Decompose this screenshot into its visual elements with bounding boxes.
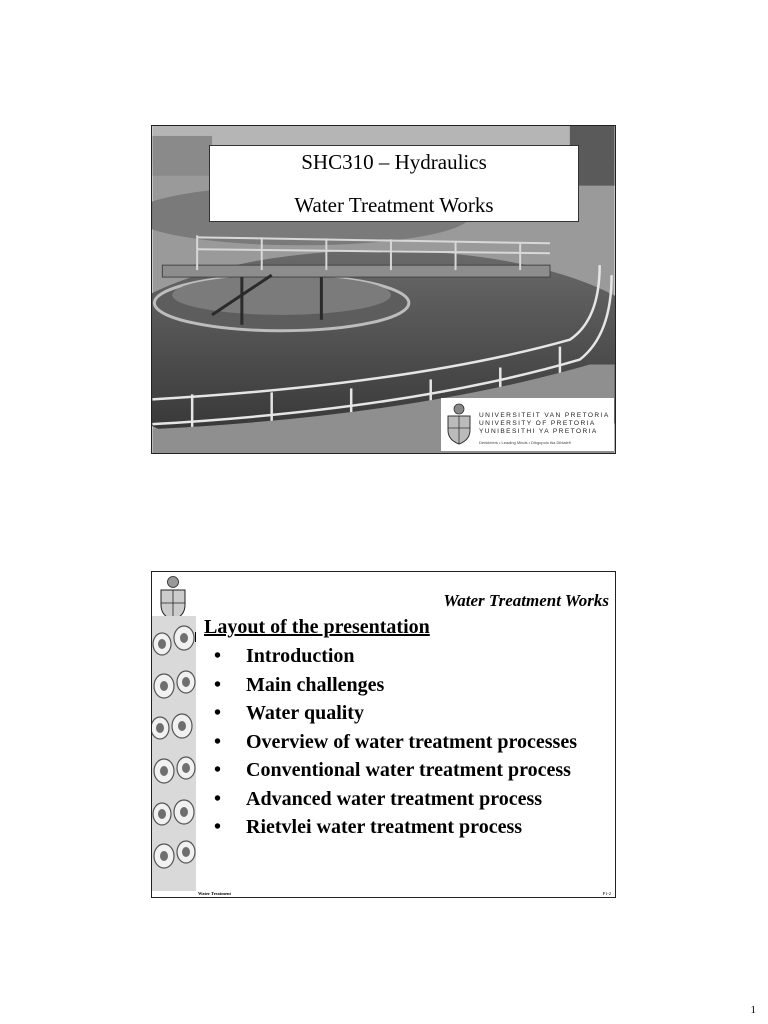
title-box: [209, 145, 579, 222]
list-item: • Advanced water treatment process: [204, 788, 614, 811]
list-item: • Main challenges: [204, 674, 614, 697]
slide-heading: Layout of the presentation: [204, 616, 430, 638]
slide-footer-label: Water Treatment: [198, 891, 232, 896]
title-slide: [151, 125, 616, 454]
divider: [195, 632, 196, 642]
page-number: 1: [750, 1004, 756, 1016]
university-name-sepedi: YUNIBESITHI YA PRETORIA: [479, 428, 598, 435]
content-slide: [151, 571, 616, 898]
slide-header: Water Treatment Works: [443, 591, 609, 610]
university-tagline: Denkleiers • Leading Minds • Dikgopolo tša Dihlalefi: [479, 440, 571, 445]
list-item: • Introduction: [204, 645, 614, 668]
bullet-list: [204, 645, 614, 845]
university-name-english: UNIVERSITY OF PRETORIA: [479, 420, 596, 427]
pipes-image: [152, 616, 196, 891]
list-item: • Water quality: [204, 702, 614, 725]
university-logo: [441, 398, 614, 451]
presentation-title: Water Treatment Works: [294, 193, 494, 217]
list-item: • Overview of water treatment processes: [204, 731, 614, 754]
list-item: • Rietvlei water treatment process: [204, 816, 614, 839]
course-title: SHC310 – Hydraulics: [301, 150, 487, 174]
university-crest-icon: [445, 402, 473, 446]
list-item: • Conventional water treatment process: [204, 759, 614, 782]
slide-number: P1-2: [602, 891, 611, 896]
university-name-afrikaans: UNIVERSITEIT VAN PRETORIA: [479, 412, 610, 419]
